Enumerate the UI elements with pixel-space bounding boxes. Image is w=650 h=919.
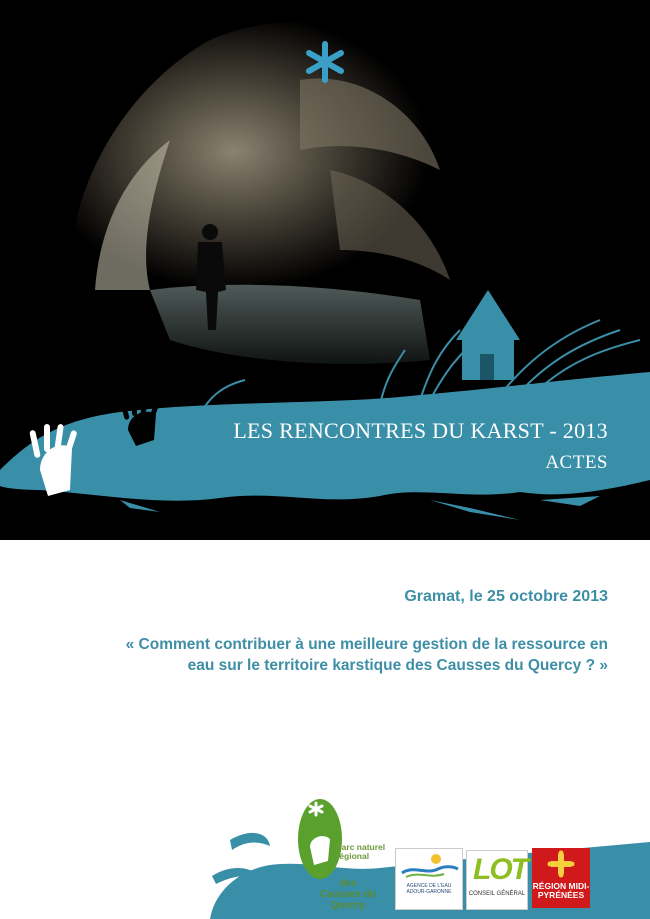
question-line-2: eau sur le territoire karstique des Causses du Quercy ? »: [187, 657, 608, 674]
event-place-date: Gramat, le 25 octobre 2013: [404, 588, 608, 605]
question-line-1: « Comment contribuer à une meilleure gestion de la ressource en: [125, 636, 608, 653]
lot-logo: [466, 850, 528, 910]
banner-title: LES RENCONTRES DU KARST - 2013: [233, 418, 608, 443]
banner-subtitle: ACTES: [545, 452, 608, 473]
lot-word: LOT: [473, 853, 527, 886]
adour-garonne-logo: [395, 848, 463, 910]
adour-garonne-label: AGENCE DE L'EAU ADOUR-GARONNE: [406, 883, 452, 895]
parc-name: des Causses du Quercy: [319, 878, 377, 911]
event-question: [48, 634, 608, 676]
occitan-cross-icon: [532, 848, 590, 880]
region-label: RÉGION MIDI-PYRÉNÉES: [532, 881, 590, 900]
parc-small-text: Parc naturel régional: [336, 842, 386, 861]
region-logo: [532, 848, 590, 908]
water-wave-icon: [396, 849, 462, 883]
lot-subtitle: CONSEIL GÉNÉRAL: [468, 891, 526, 897]
